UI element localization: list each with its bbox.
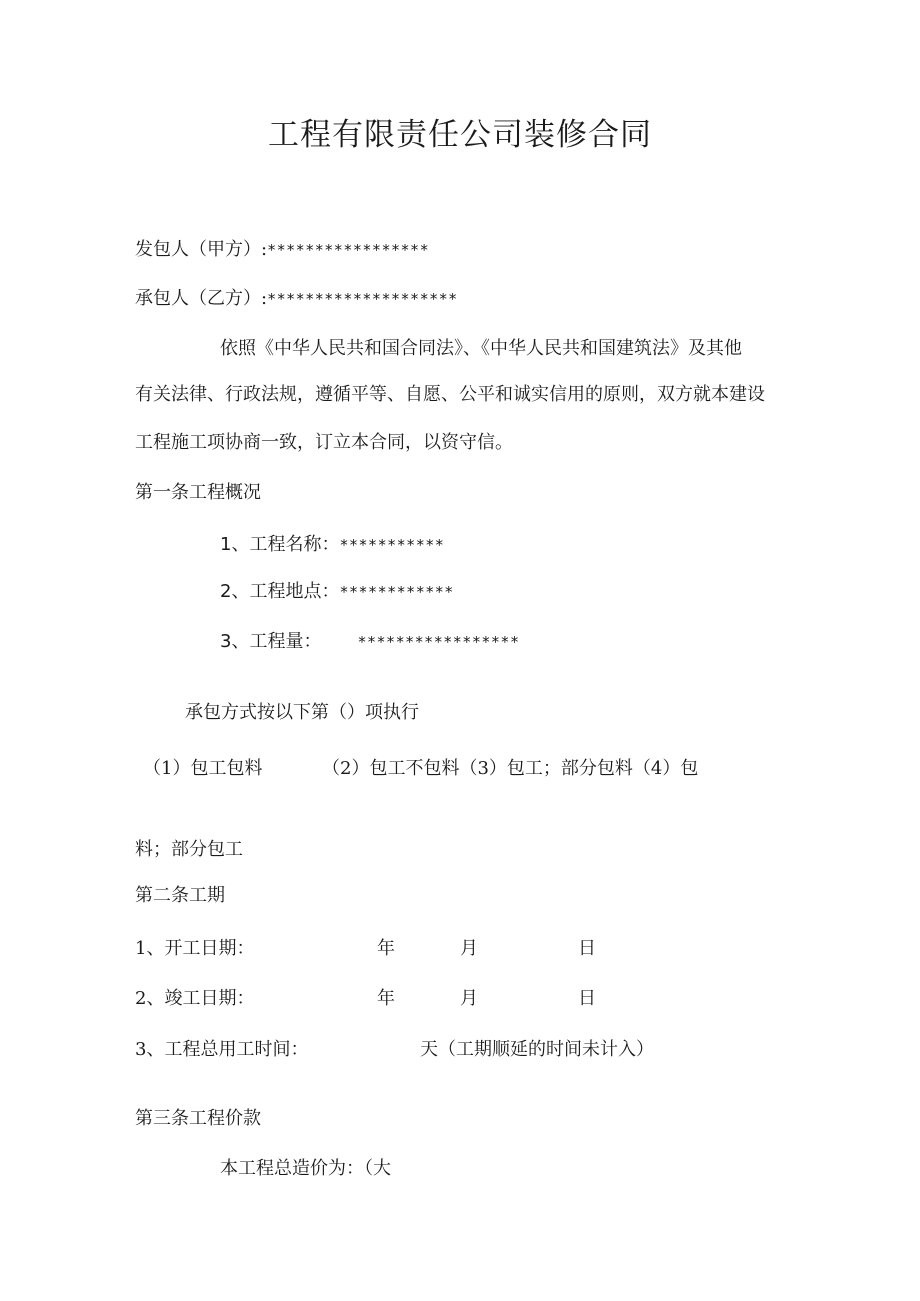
contractor-line [135, 287, 458, 311]
contractor-label: 承包人（乙方）: [135, 288, 268, 309]
item-label: 3、工程量： [220, 631, 322, 652]
contract-method-intro: 承包方式按以下第（）项执行 [185, 702, 419, 723]
end-date-label: 2、竣工日期： [135, 988, 255, 1009]
method-option-1: （1）包工包料 [143, 758, 263, 779]
contractor-value: ******************** [267, 290, 458, 308]
item-value: ***************** [357, 633, 520, 651]
total-price-label: 本工程总造价为：（大 [220, 1158, 391, 1179]
item-value: *********** [339, 536, 445, 554]
article3-heading: 第三条工程价款 [135, 1108, 261, 1129]
preamble-line-2: 有关法律、行政法规，遵循平等、自愿、公平和诚实信用的原则，双方就本建设 [135, 384, 765, 405]
item-value: ************ [339, 583, 454, 601]
method-option-continuation: 料；部分包工 [135, 839, 243, 860]
total-duration-unit: 天（工期顺延的时间未计入） [420, 1039, 654, 1060]
preamble-line-3: 工程施工项协商一致，订立本合同，以资守信。 [135, 432, 513, 453]
article1-heading: 第一条工程概况 [135, 482, 261, 503]
article2-heading: 第二条工期 [135, 885, 225, 906]
item-project-name [220, 533, 444, 557]
page-title: 工程有限责任公司装修合同 [268, 117, 652, 153]
end-date-day: 日 [578, 988, 596, 1009]
start-date-year: 年 [377, 938, 395, 959]
employer-label: 发包人（甲方）: [135, 239, 268, 260]
item-label: 1、工程名称： [220, 534, 340, 555]
end-date-year: 年 [377, 988, 395, 1009]
start-date-day: 日 [578, 938, 596, 959]
item-label: 2、工程地点： [220, 581, 340, 602]
item-project-quantity [220, 630, 519, 654]
start-date-month: 月 [460, 938, 478, 959]
employer-line [135, 238, 429, 262]
total-duration-label: 3、工程总用工时间： [135, 1039, 309, 1060]
item-project-location [220, 580, 454, 604]
employer-value: ***************** [267, 241, 430, 259]
method-option-2-4: （2）包工不包料（3）包工；部分包料（4）包 [322, 758, 699, 779]
end-date-month: 月 [460, 988, 478, 1009]
start-date-label: 1、开工日期： [135, 938, 255, 959]
preamble-line-1: 依照《中华人民共和国合同法》、《中华人民共和国建筑法》及其他 [220, 338, 742, 359]
